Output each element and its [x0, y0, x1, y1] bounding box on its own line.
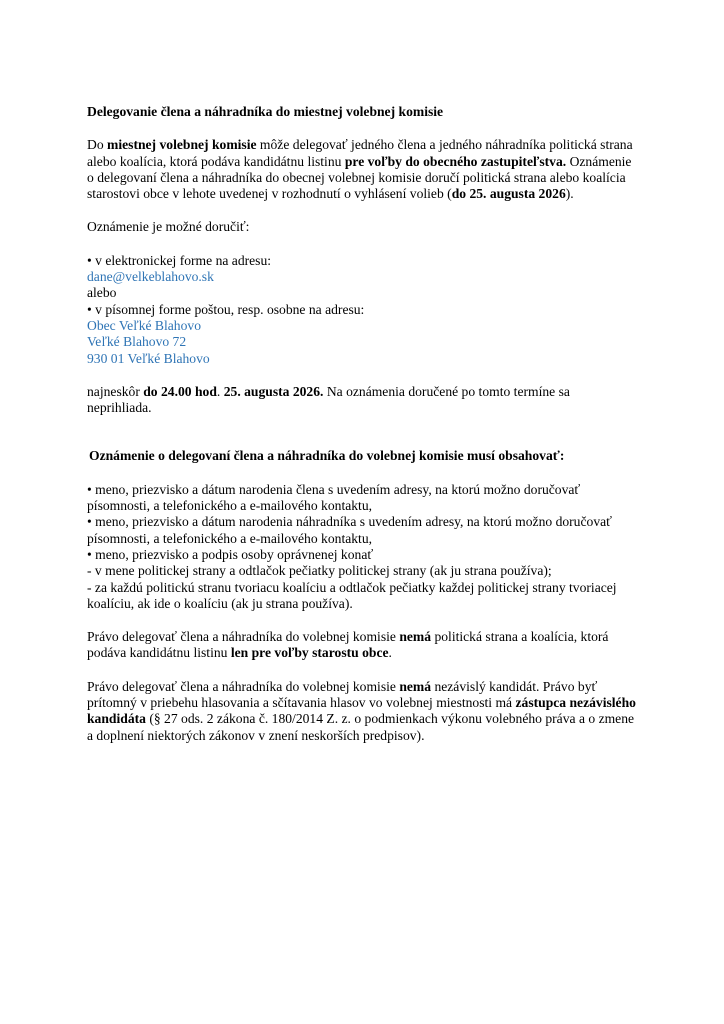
address-line-1: Obec Veľké Blahovo	[87, 317, 201, 333]
deadline-paragraph: najneskôr do 24.00 hod. 25. augusta 2026. Na oznámenia doručené po tomto termíne sa neprihliada.	[87, 383, 570, 416]
requirement-item-2: • meno, priezvisko a dátum narodenia náhradníka s uvedením adresy, na ktorú možno doručovať písomnosti, a telefonického a e-mailového kontaktu,	[87, 514, 612, 546]
written-form-label: • v písomnej forme poštou, resp. osobne na adresu:	[87, 301, 365, 317]
note-paragraph-2: Právo delegovať člena a náhradníka do volebnej komisie nemá nezávislý kandidát. Právo byť prítomný v priebehu hlasovania a sčítavania hlasov vo volebnej miestnosti má zástupca nezávislého kandidáta (§ 27 ods. 2 zákona č. 180/2014 Z. z. o podmienkach výkonu volebného práva a o zmene a doplnení niektorých zákonov v znení neskorších predpisov).	[87, 678, 636, 743]
document-content	[87, 104, 637, 744]
requirement-item-5: - za každú politickú stranu tvoriacu koalíciu a odtlačok pečiatky každej politickej strany tvoriacej koalíciu, ak ide o koalíciu (ak ju strana používa).	[87, 579, 617, 611]
electronic-form-label: • v elektronickej forme na adresu:	[87, 252, 272, 268]
requirement-item-4: - v mene politickej strany a odtlačok pečiatky politickej strany (ak ju strana používa);	[87, 563, 552, 579]
requirement-item-3: • meno, priezvisko a podpis osoby oprávnenej konať	[87, 546, 374, 562]
document-title: Delegovanie člena a náhradníka do miestnej volebnej komisie	[87, 104, 444, 119]
note-paragraph-1: Právo delegovať člena a náhradníka do volebnej komisie nemá politická strana a koalícia, ktorá podáva kandidátnu listinu len pre voľby starostu obce.	[87, 629, 609, 661]
requirement-item-1: • meno, priezvisko a dátum narodenia člena s uvedením adresy, na ktorú možno doručovať písomnosti, a telefonického a e-mailového kontaktu,	[87, 481, 581, 514]
address-line-3: 930 01 Veľké Blahovo	[87, 350, 210, 366]
email-address-link[interactable]: dane@velkeblahovo.sk	[87, 269, 214, 285]
requirements-heading: Oznámenie o delegovaní člena a náhradníka do volebnej komisie musí obsahovať:	[89, 448, 565, 464]
address-line-2: Veľké Blahovo 72	[87, 334, 187, 350]
or-text: alebo	[87, 285, 117, 301]
delivery-heading: Oznámenie je možné doručiť:	[87, 219, 250, 235]
intro-paragraph: Do miestnej volebnej komisie môže delegovať jedného člena a jedného náhradníka politická strana alebo koalícia, ktorá podáva kandidátnu listinu pre voľby do obecného zastupiteľstva. Oznámenie o delegovaní člena a náhradníka do obecnej volebnej komisie doručí politická strana alebo koalícia starostovi obce v lehote uvedenej v rozhodnutí o vyhlásení volieb (do 25. augusta 2026).	[87, 137, 633, 202]
